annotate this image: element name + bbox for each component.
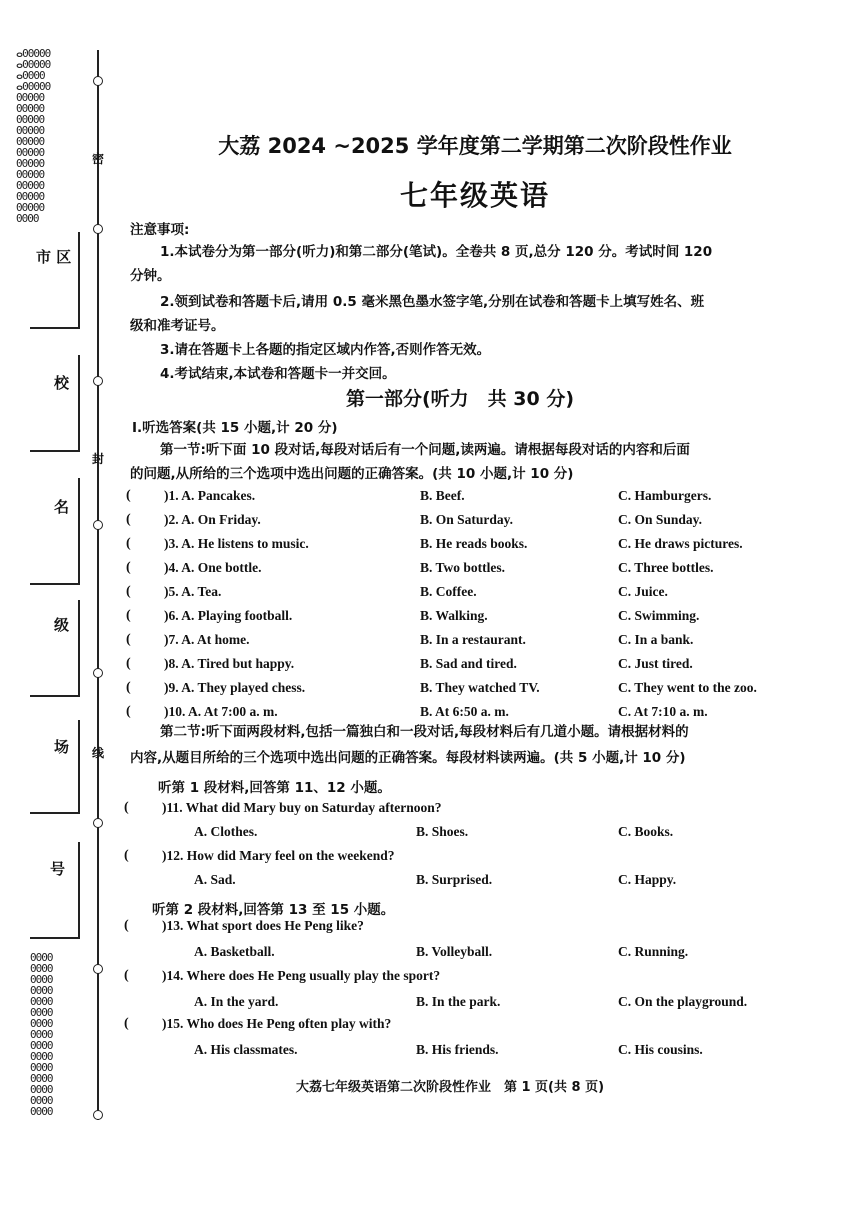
section1-intro: 第一节:听下面 10 段对话,每段对话后有一个问题,读两遍。请根据每段对话的内容和后面 bbox=[160, 442, 690, 458]
notice-line: 3.请在答题卡上各题的指定区域内作答,否则作答无效。 bbox=[160, 342, 491, 358]
question-option-c: C. Happy. bbox=[618, 872, 677, 887]
question-option-a: A. Sad. bbox=[194, 872, 236, 887]
seal-line-char: 密 bbox=[92, 152, 105, 166]
section2-intro: 内容,从题目所给的三个选项中选出问题的正确答案。每段材料读两遍。(共 5 小题,计 10 分) bbox=[130, 750, 686, 766]
seal-line-char: 封 bbox=[92, 452, 105, 466]
question-option-c: C. On the playground. bbox=[618, 994, 748, 1009]
question-option-a: )10. A. At 7:00 a. m. bbox=[164, 704, 278, 719]
seal-circle bbox=[93, 964, 103, 974]
answer-blank[interactable]: ( bbox=[126, 536, 131, 551]
seal-circle bbox=[93, 520, 103, 530]
question-option-a: )4. A. One bottle. bbox=[164, 560, 262, 575]
answer-blank[interactable]: ( bbox=[126, 560, 131, 575]
question-option-b: B. In a restaurant. bbox=[420, 632, 526, 647]
question-option-c: C. At 7:10 a. m. bbox=[618, 704, 708, 719]
page-footer: 大荔七年级英语第二次阶段性作业 第 1 页(共 8 页) bbox=[295, 1080, 605, 1095]
question-option-b: B. Surprised. bbox=[416, 872, 493, 887]
question-option-a: A. Basketball. bbox=[194, 944, 275, 959]
subject-title: 七年级英语 bbox=[399, 179, 550, 212]
question-option-a: )1. A. Pancakes. bbox=[164, 488, 256, 503]
question-stem: )13. What sport does He Peng like? bbox=[162, 918, 364, 933]
question-option-c: C. Juice. bbox=[618, 584, 668, 599]
answer-blank[interactable]: ( bbox=[126, 512, 131, 527]
answer-blank[interactable]: ( bbox=[124, 968, 129, 983]
question-option-b: B. His friends. bbox=[416, 1042, 499, 1057]
question-option-b: B. On Saturday. bbox=[420, 512, 514, 527]
question-option-a: )2. A. On Friday. bbox=[164, 512, 261, 527]
question-option-a: A. Clothes. bbox=[194, 824, 258, 839]
question-option-b: B. In the park. bbox=[416, 994, 501, 1009]
seal-circle bbox=[93, 76, 103, 86]
question-option-a: )6. A. Playing football. bbox=[164, 608, 293, 623]
question-stem: )15. Who does He Peng often play with? bbox=[162, 1016, 392, 1031]
notice-line: 1.本试卷分为第一部分(听力)和第二部分(笔试)。全卷共 8 页,总分 120 分。考试时间 120 bbox=[160, 244, 713, 260]
section1-intro: 的问题,从所给的三个选项中选出问题的正确答案。(共 10 小题,计 10 分) bbox=[130, 466, 574, 482]
notice-heading: 注意事项: bbox=[130, 222, 190, 238]
field-label-exam-room: 场 bbox=[54, 738, 70, 756]
answer-blank[interactable]: ( bbox=[124, 918, 129, 933]
question-option-b: B. Sad and tired. bbox=[420, 656, 517, 671]
answer-blank[interactable]: ( bbox=[126, 656, 131, 671]
seal-circle bbox=[93, 224, 103, 234]
question-option-c: C. Just tired. bbox=[618, 656, 693, 671]
question-option-c: C. Running. bbox=[618, 944, 689, 959]
field-label-district: 市 区 bbox=[36, 248, 72, 266]
field-label-name: 名 bbox=[54, 498, 70, 516]
section2-intro: 第二节:听下面两段材料,包括一篇独白和一段对话,每段材料后有几道小题。请根据材料的 bbox=[160, 724, 689, 740]
field-label-school: 校 bbox=[54, 374, 70, 392]
seal-circle bbox=[93, 1110, 103, 1120]
question-option-b: B. Walking. bbox=[420, 608, 488, 623]
question-option-c: C. In a bank. bbox=[618, 632, 694, 647]
question-option-a: )8. A. Tired but happy. bbox=[164, 656, 295, 671]
question-stem: )11. What did Mary buy on Saturday afternoon? bbox=[162, 800, 442, 815]
field-label-seat-number: 号 bbox=[50, 860, 66, 878]
question-option-b: B. Shoes. bbox=[416, 824, 469, 839]
question-option-a: )7. A. At home. bbox=[164, 632, 250, 647]
question-option-c: C. They went to the zoo. bbox=[618, 680, 757, 695]
question-option-c: C. Three bottles. bbox=[618, 560, 714, 575]
answer-blank[interactable]: ( bbox=[124, 1016, 129, 1031]
question-option-b: B. Coffee. bbox=[420, 584, 477, 599]
question-option-a: A. In the yard. bbox=[194, 994, 279, 1009]
answer-blank[interactable]: ( bbox=[126, 584, 131, 599]
question-option-b: B. They watched TV. bbox=[420, 680, 540, 695]
answer-blank[interactable]: ( bbox=[126, 608, 131, 623]
notice-line: 分钟。 bbox=[130, 268, 171, 284]
question-option-c: C. On Sunday. bbox=[618, 512, 703, 527]
decorative-dot-pattern: ⴰ00000 ⴰ00000 ⴰ0000 ⴰ00000 00000 00000 00000 00000 00000 00000 00000 00000 00000 00000 00000 0000 bbox=[16, 47, 51, 225]
section-heading: Ⅰ.听选答案(共 15 小题,计 20 分) bbox=[132, 420, 338, 436]
seal-circle bbox=[93, 668, 103, 678]
question-option-c: C. His cousins. bbox=[618, 1042, 703, 1057]
question-option-a: )9. A. They played chess. bbox=[164, 680, 306, 695]
question-option-c: C. Books. bbox=[618, 824, 674, 839]
answer-blank[interactable]: ( bbox=[126, 488, 131, 503]
seal-circle bbox=[93, 818, 103, 828]
question-option-b: B. Two bottles. bbox=[420, 560, 506, 575]
question-option-b: B. Volleyball. bbox=[416, 944, 493, 959]
question-stem: )12. How did Mary feel on the weekend? bbox=[162, 848, 395, 863]
question-option-a: A. His classmates. bbox=[194, 1042, 298, 1057]
field-box-name[interactable] bbox=[30, 478, 80, 585]
answer-blank[interactable]: ( bbox=[124, 800, 129, 815]
question-option-c: C. Swimming. bbox=[618, 608, 700, 623]
material-1-heading: 听第 1 段材料,回答第 11、12 小题。 bbox=[158, 780, 391, 796]
field-box-exam-room[interactable] bbox=[30, 720, 80, 814]
question-option-c: C. Hamburgers. bbox=[618, 488, 712, 503]
answer-blank[interactable]: ( bbox=[124, 848, 129, 863]
answer-blank[interactable]: ( bbox=[126, 632, 131, 647]
question-option-b: B. Beef. bbox=[420, 488, 465, 503]
answer-blank[interactable]: ( bbox=[126, 680, 131, 695]
material-2-heading: 听第 2 段材料,回答第 13 至 15 小题。 bbox=[152, 902, 395, 918]
exam-title: 大荔 2024 ~2025 学年度第二学期第二次阶段性作业 bbox=[218, 134, 732, 158]
notice-line: 4.考试结束,本试卷和答题卡一并交回。 bbox=[160, 366, 396, 382]
question-stem: )14. Where does He Peng usually play the sport? bbox=[162, 968, 441, 983]
seal-line-char: 线 bbox=[92, 746, 105, 760]
field-box-seat-number[interactable] bbox=[30, 842, 80, 939]
notice-line: 级和准考证号。 bbox=[130, 318, 225, 334]
question-option-b: B. At 6:50 a. m. bbox=[420, 704, 509, 719]
part1-title: 第一部分(听力 共 30 分) bbox=[345, 388, 575, 410]
question-option-b: B. He reads books. bbox=[420, 536, 528, 551]
notice-line: 2.领到试卷和答题卡后,请用 0.5 毫米黑色墨水签字笔,分别在试卷和答题卡上填写姓名、班 bbox=[160, 294, 705, 310]
question-option-a: )5. A. Tea. bbox=[164, 584, 222, 599]
answer-blank[interactable]: ( bbox=[126, 704, 131, 719]
decorative-dot-pattern: 0000 0000 0000 0000 0000 0000 0000 0000 0000 0000 0000 0000 0000 0000 0000 bbox=[30, 951, 53, 1118]
question-option-a: )3. A. He listens to music. bbox=[164, 536, 309, 551]
field-label-class: 级 bbox=[54, 616, 70, 634]
question-option-c: C. He draws pictures. bbox=[618, 536, 743, 551]
